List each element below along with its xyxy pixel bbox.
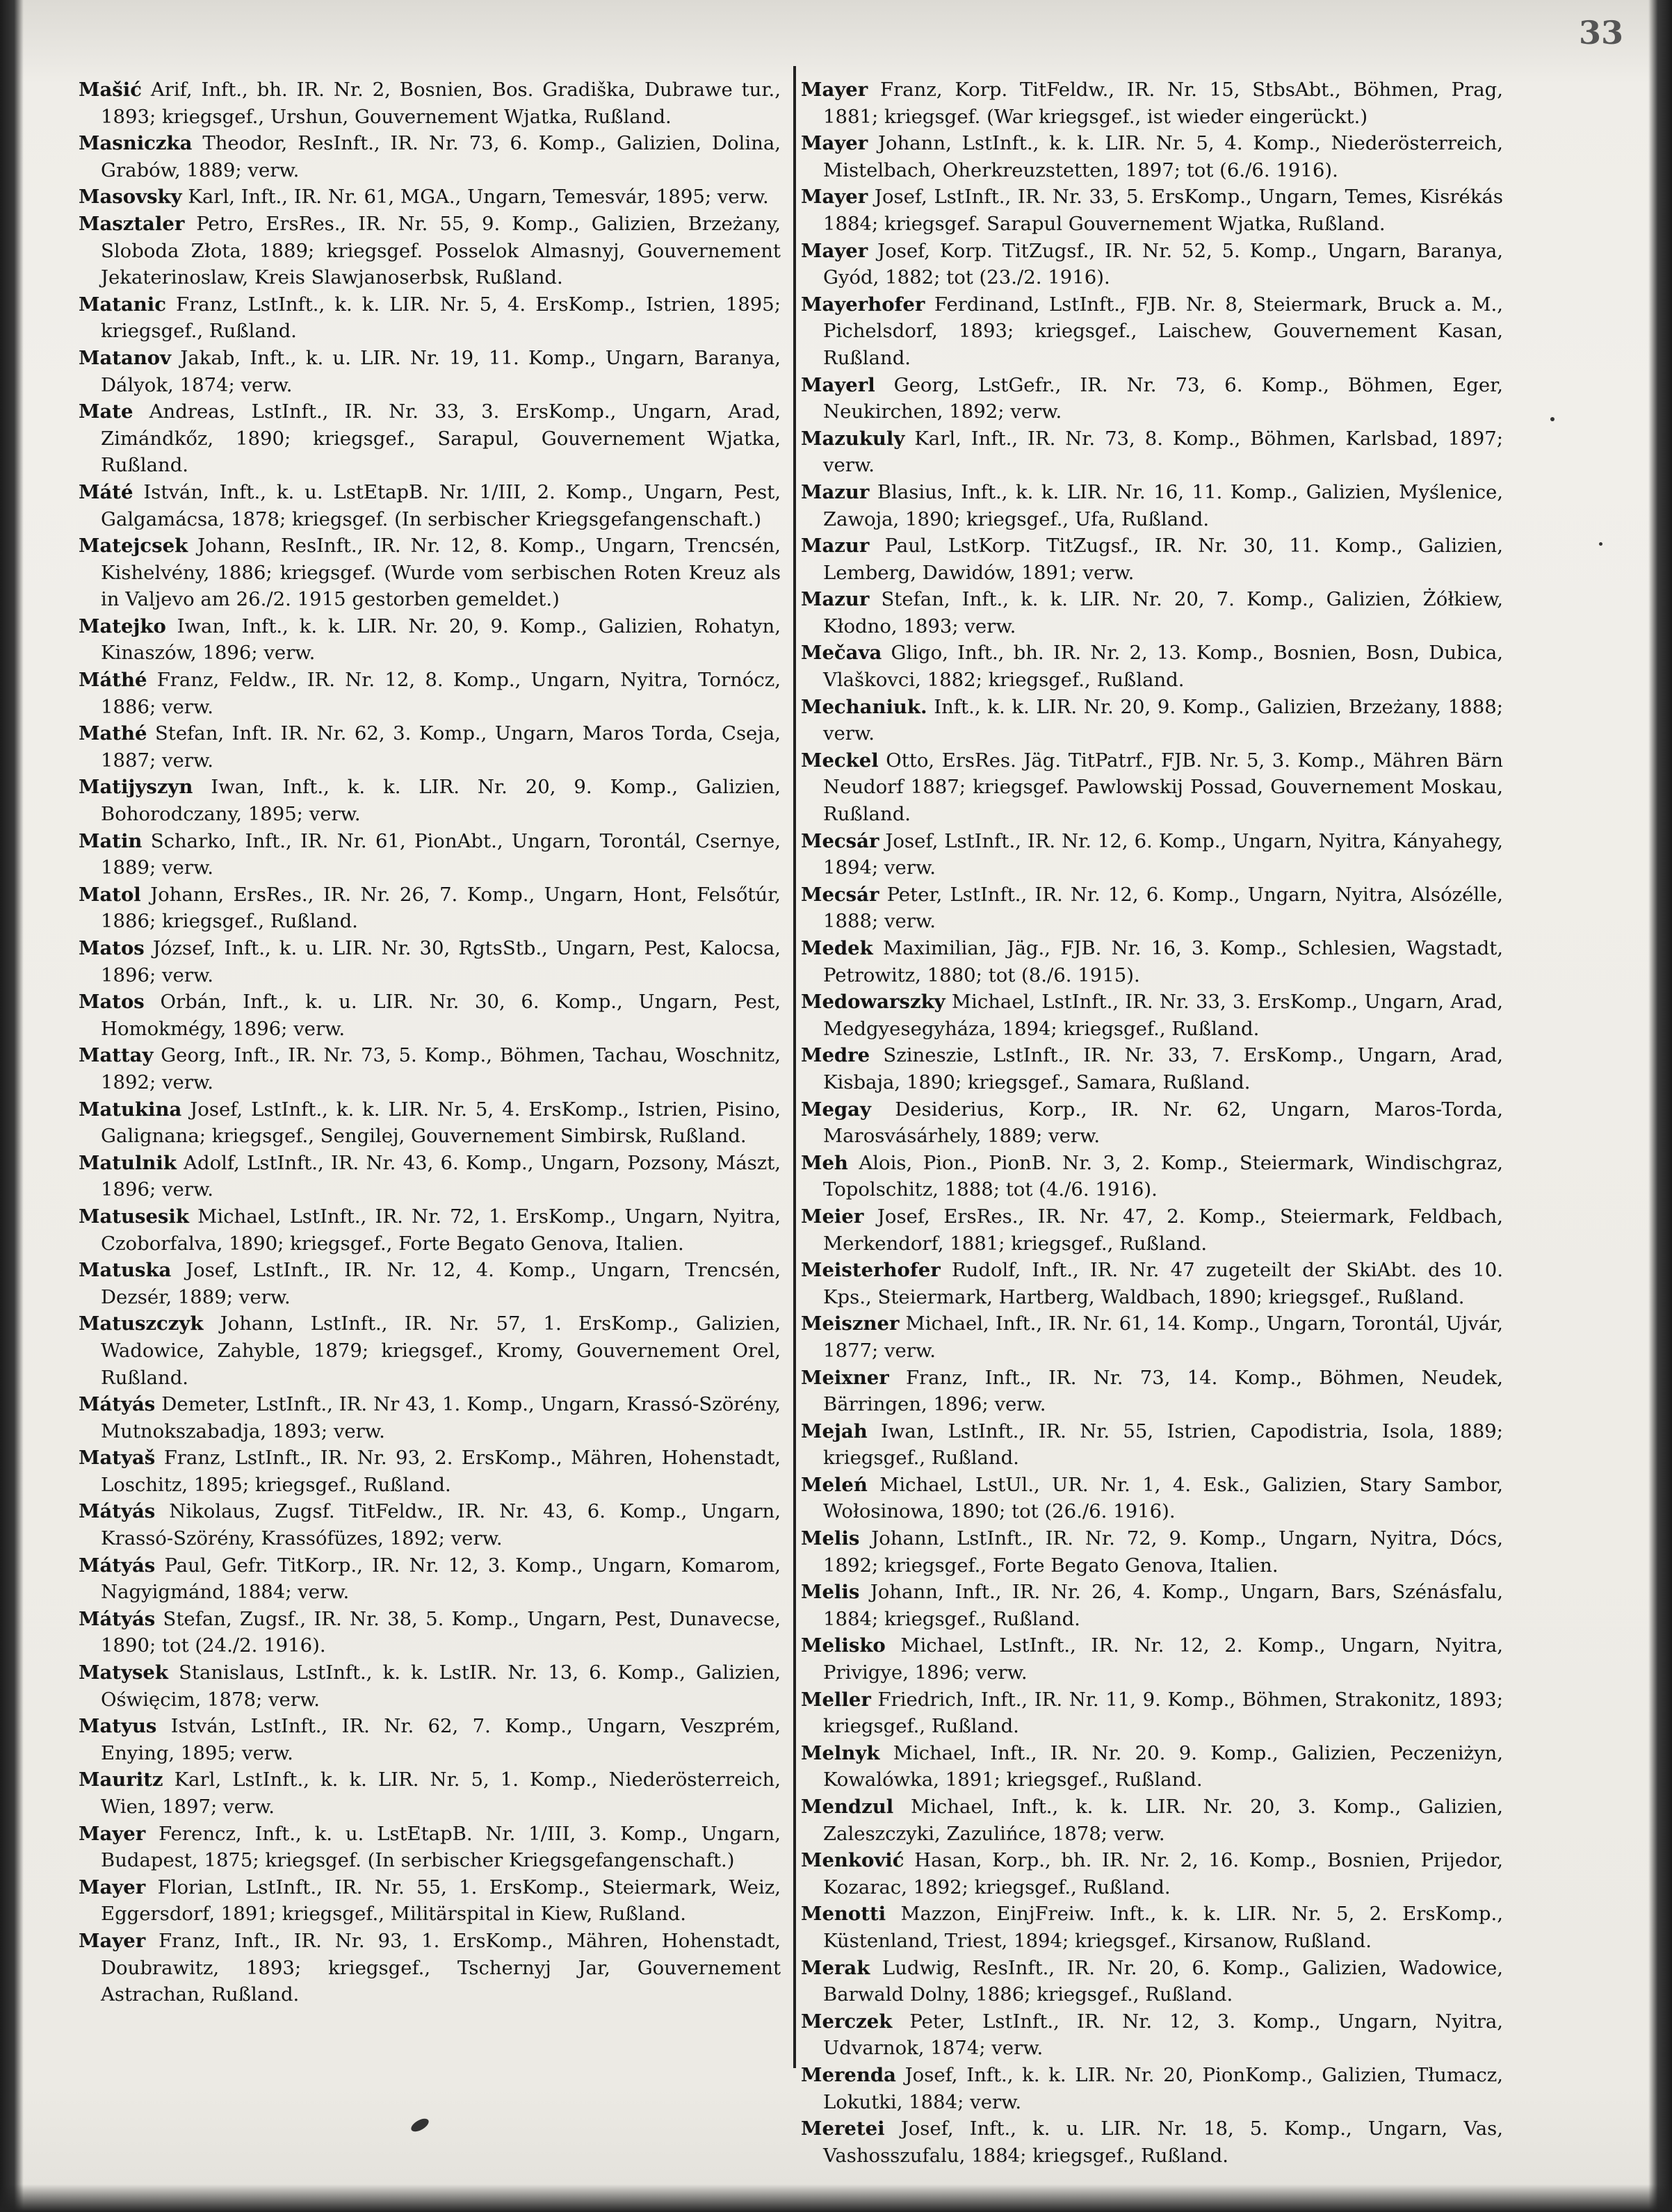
entry-surname: Menotti [801, 1903, 886, 1926]
entry-surname: Mayer [801, 79, 868, 101]
column-divider [793, 66, 796, 2068]
entry-details: Petro, ErsRes., IR. Nr. 55, 9. Komp., Galizien, Brzeżany, Sloboda Złota, 1889; kriegsgef. Posselok Almasnyj, Gouvernement Jekaterinoslaw, Kreis Slawjanoserbsk, Rußland. [101, 212, 781, 289]
directory-entry [801, 1418, 1503, 1472]
entry-surname: Matijyszyn [79, 776, 193, 799]
entry-details: Ferencz, Inft., k. u. LstEtapB. Nr. 1/III, 3. Komp., Ungarn, Budapest, 1875; kriegsgef. (In serbischer Kriegsgefangenschaft.) [101, 1822, 781, 1872]
entry-details: Johann, ResInft., IR. Nr. 12, 8. Komp., Ungarn, Trencsén, Kishelvény, 1886; kriegsgef. (Wurde vom serbischen Roten Kreuz als in Valjevo am 26./2. 1915 gestorben gemeldet.) [101, 535, 781, 611]
entry-details: Maximilian, Jäg., FJB. Nr. 16, 3. Komp., Schlesien, Wagstadt, Petrowitz, 1880; tot (8./6. 1915). [823, 937, 1503, 986]
scan-edge-bottom [0, 2184, 1672, 2212]
entry-details: Michael, Inft., IR. Nr. 20. 9. Komp., Galizien, Peczeniżyn, Kowalówka, 1891; kriegsgef., Rußland. [823, 1741, 1503, 1791]
entry-surname: Meretei [801, 2117, 885, 2140]
entry-details: Josef, LstInft., k. k. LIR. Nr. 5, 4. ErsKomp., Istrien, Pisino, Galignana; kriegsgef., Sengilej, Gouvernement Simbirsk, Rußland. [101, 1098, 781, 1148]
entry-surname: Máté [79, 480, 133, 503]
entry-details: Stefan, Inft., k. k. LIR. Nr. 20, 7. Komp., Galizien, Żółkiew, Kłodno, 1893; verw. [823, 588, 1504, 637]
entry-surname: Matukina [79, 1098, 182, 1121]
entry-details: Ferdinand, LstInft., FJB. Nr. 8, Steiermark, Bruck a. M., Pichelsdorf, 1893; kriegsgef., Laischew, Gouvernement Kasan, Rußland. [823, 293, 1503, 369]
entry-details: Orbán, Inft., k. u. LIR. Nr. 30, 6. Komp., Ungarn, Pest, Homokmégy, 1896; verw. [101, 991, 781, 1040]
entry-details: Michael, LstInft., IR. Nr. 33, 3. ErsKomp., Ungarn, Arad, Medgyesegyháza, 1894; kriegsgef., Rußland. [823, 991, 1503, 1040]
directory-entry [801, 828, 1503, 881]
entry-details: Michael, Inft., IR. Nr. 61, 14. Komp., Ungarn, Torontál, Ujvár, 1877; verw. [823, 1312, 1503, 1362]
entry-details: Demeter, LstInft., IR. Nr 43, 1. Komp., Ungarn, Krassó-Szörény, Mutnokszabadja, 1893; verw. [101, 1393, 781, 1442]
entry-details: Ludwig, ResInft., IR. Nr. 20, 6. Komp., Galizien, Wadowice, Barwald Dolny, 1886; kriegsgef., Rußland. [823, 1956, 1503, 2006]
entry-details: Josef, ErsRes., IR. Nr. 47, 2. Komp., Steiermark, Feldbach, Merkendorf, 1881; kriegsgef., Rußland. [823, 1205, 1503, 1255]
directory-entry [801, 935, 1503, 989]
entry-surname: Mátyás [79, 1554, 156, 1577]
entry-details: Peter, LstInft., IR. Nr. 12, 3. Komp., Ungarn, Nyitra, Udvarnok, 1874; verw. [823, 2010, 1503, 2060]
entry-details: Jakab, Inft., k. u. LIR. Nr. 19, 11. Komp., Ungarn, Baranya, Dályok, 1874; verw. [101, 346, 781, 396]
entry-details: Scharko, Inft., IR. Nr. 61, PionAbt., Ungarn, Torontál, Csernye, 1889; verw. [101, 829, 781, 879]
entry-details: Blasius, Inft., k. k. LIR. Nr. 16, 11. Komp., Galizien, Myślenice, Zawoja, 1890; kriegsgef., Ufa, Rußland. [823, 480, 1503, 530]
entry-details: Franz, Feldw., IR. Nr. 12, 8. Komp., Ungarn, Nyitra, Tornócz, 1886; verw. [101, 669, 781, 718]
directory-entry [801, 1257, 1503, 1310]
directory-entry [801, 640, 1503, 693]
entry-surname: Matanov [79, 346, 172, 369]
directory-entry [79, 1552, 781, 1606]
directory-entry [79, 479, 781, 532]
directory-entry [79, 1821, 781, 1874]
entry-surname: Mazukuly [801, 427, 905, 450]
directory-entry [79, 1310, 781, 1391]
scan-speck [1550, 417, 1555, 421]
directory-entry [79, 1445, 781, 1498]
entry-surname: Meh [801, 1151, 848, 1174]
directory-entry [79, 1713, 781, 1766]
entry-surname: Mathé [79, 722, 147, 745]
directory-entry [79, 935, 781, 989]
entry-details: Johann, LstInft., IR. Nr. 72, 9. Komp., Ungarn, Nyitra, Dócs, 1892; kriegsgef., Forte Begato Genova, Italien. [823, 1527, 1503, 1577]
entry-surname: Medre [801, 1044, 870, 1067]
entry-details: Peter, LstInft., IR. Nr. 12, 6. Komp., Ungarn, Nyitra, Alsózélle, 1888; verw. [823, 883, 1504, 933]
entry-details: Stanislaus, LstInft., k. k. LstIR. Nr. 13, 6. Komp., Galizien, Oświęcim, 1878; verw. [101, 1661, 781, 1711]
directory-entry [79, 1150, 781, 1203]
directory-entry [801, 586, 1503, 640]
entry-surname: Matysek [79, 1661, 168, 1684]
directory-entry [801, 2008, 1503, 2062]
directory-entry [79, 1096, 781, 1150]
entry-surname: Meleń [801, 1473, 868, 1496]
directory-entry [79, 881, 781, 935]
directory-entry [801, 532, 1503, 586]
scan-edge-left [0, 0, 24, 2212]
entry-surname: Masztaler [79, 212, 185, 235]
entry-surname: Mecsár [801, 829, 879, 852]
entry-details: Szineszie, LstInft., IR. Nr. 33, 7. ErsKomp., Ungarn, Arad, Kisbaja, 1890; kriegsgef., Samara, Rußland. [823, 1044, 1503, 1093]
directory-entry [79, 345, 781, 398]
entry-surname: Mauritz [79, 1768, 163, 1791]
entry-details: Josef, LstInft., IR. Nr. 33, 5. ErsKomp., Ungarn, Temes, Kisrékás 1884; kriegsgef. Sarapul Gouvernement Wjatka, Rußland. [823, 186, 1503, 235]
entry-details: József, Inft., k. u. LIR. Nr. 30, RgtsStb., Ungarn, Pest, Kalocsa, 1896; verw. [101, 937, 781, 986]
entry-details: Theodor, ResInft., IR. Nr. 73, 6. Komp., Galizien, Dolina, Grabów, 1889; verw. [101, 132, 781, 181]
entry-surname: Mayer [79, 1876, 146, 1898]
entry-details: Otto, ErsRes. Jäg. TitPatrf., FJB. Nr. 5, 3. Komp., Mähren Bärn Neudorf 1887; kriegsgef. Pawlowskij Possad, Gouvernement Moskau, Rußland. [823, 749, 1503, 826]
entry-surname: Mayerl [801, 373, 875, 396]
directory-entry [801, 1847, 1503, 1901]
entry-surname: Meckel [801, 749, 879, 772]
entry-surname: Melis [801, 1527, 860, 1550]
directory-entry [79, 1766, 781, 1820]
entry-surname: Masniczka [79, 132, 193, 155]
entry-surname: Mayerhofer [801, 293, 925, 316]
entry-surname: Mátyás [79, 1607, 156, 1630]
entry-details: Nikolaus, Zugsf. TitFeldw., IR. Nr. 43, 6. Komp., Ungarn, Krassó-Szörény, Krassófüzes, 1892; verw. [101, 1500, 781, 1550]
entry-surname: Matos [79, 991, 145, 1014]
directory-entry [79, 667, 781, 720]
entry-surname: Mayer [79, 1929, 146, 1952]
entry-details: Karl, Inft., IR. Nr. 73, 8. Komp., Böhmen, Karlsbad, 1897; verw. [823, 427, 1503, 477]
entry-details: Franz, LstInft., k. k. LIR. Nr. 5, 4. ErsKomp., Istrien, 1895; kriegsgef., Rußland. [101, 293, 781, 343]
directory-entry [801, 1901, 1503, 1954]
entry-details: Josef, Inft., k. u. LIR. Nr. 18, 5. Komp., Ungarn, Vas, Vashosszufalu, 1884; kriegsgef., Rußland. [823, 2117, 1503, 2167]
entry-surname: Mayer [79, 1822, 146, 1845]
entry-surname: Mátyás [79, 1500, 156, 1523]
entry-surname: Mayer [801, 186, 868, 209]
entry-surname: Megay [801, 1098, 871, 1121]
entry-details: Franz, Inft., IR. Nr. 73, 14. Komp., Böhmen, Neudek, Bärringen, 1896; verw. [823, 1366, 1503, 1416]
entry-surname: Mecsár [801, 883, 879, 906]
entry-details: Johann, LstInft., k. k. LIR. Nr. 5, 4. Komp., Niederösterreich, Mistelbach, Oherkreuzstetten, 1897; tot (6./6. 1916). [823, 132, 1503, 181]
entry-details: Desiderius, Korp., IR. Nr. 62, Ungarn, Maros-Torda, Marosvásárhely, 1889; verw. [823, 1098, 1503, 1148]
entry-details: Josef, Korp. TitZugsf., IR. Nr. 52, 5. Komp., Ungarn, Baranya, Gyód, 1882; tot (23./2. 1916). [823, 239, 1503, 289]
entry-details: Gligo, Inft., bh. IR. Nr. 2, 13. Komp., Bosnien, Bosn, Dubica, Vlaškovci, 1882; kriegsgef., Rußland. [823, 642, 1503, 692]
directory-entry [79, 398, 781, 479]
entry-details: Iwan, Inft., k. k. LIR. Nr. 20, 9. Komp., Galizien, Rohatyn, Kinaszów, 1896; verw. [101, 615, 781, 665]
entry-surname: Mašić [79, 79, 142, 101]
entry-surname: Merczek [801, 2010, 893, 2033]
directory-entry [801, 1203, 1503, 1257]
page-number: 33 [1578, 14, 1623, 51]
directory-entry [801, 479, 1503, 532]
directory-entry [801, 425, 1503, 479]
entry-surname: Matol [79, 883, 141, 906]
directory-entry [79, 184, 781, 211]
entry-surname: Matulnik [79, 1151, 177, 1174]
directory-entry [801, 1472, 1503, 1525]
entry-details: Paul, Gefr. TitKorp., IR. Nr. 12, 3. Komp., Ungarn, Komarom, Nagyigmánd, 1884; verw. [101, 1554, 781, 1604]
directory-entry [801, 184, 1503, 237]
entry-surname: Merenda [801, 2063, 896, 2086]
directory-entry [801, 1042, 1503, 1096]
directory-entry [801, 1150, 1503, 1203]
entry-surname: Mendzul [801, 1796, 894, 1818]
entry-details: Arif, Inft., bh. IR. Nr. 2, Bosnien, Bos. Gradiška, Dubrawe tur., 1893; kriegsgef., Urshun, Gouvernement Wjatka, Rußland. [101, 79, 781, 128]
entry-details: Josef, Inft., k. k. LIR. Nr. 20, PionKomp., Galizien, Tłumacz, Lokutki, 1884; verw. [823, 2063, 1503, 2113]
directory-entry [79, 989, 781, 1042]
left-column [79, 76, 781, 2008]
entry-details: Andreas, LstInft., IR. Nr. 33, 3. ErsKomp., Ungarn, Arad, Zimándkőz, 1890; kriegsgef., Sarapul, Gouvernement Wjatka, Rußland. [101, 400, 781, 477]
entry-surname: Mazur [801, 588, 870, 611]
entry-details: Karl, LstInft., k. k. LIR. Nr. 5, 1. Komp., Niederösterreich, Wien, 1897; verw. [101, 1768, 781, 1818]
entry-surname: Medek [801, 937, 873, 959]
entry-details: Franz, Korp. TitFeldw., IR. Nr. 15, StbsAbt., Böhmen, Prag, 1881; kriegsgef. (War kriegsgef., ist wieder eingerückt.) [823, 79, 1504, 128]
entry-surname: Meiszner [801, 1312, 900, 1335]
directory-entry [801, 1096, 1503, 1150]
entry-surname: Mechaniuk. [801, 695, 927, 718]
entry-surname: Meisterhofer [801, 1259, 941, 1282]
directory-entry [801, 1579, 1503, 1632]
directory-entry [801, 130, 1503, 184]
entry-surname: Mattay [79, 1044, 154, 1067]
entry-details: Iwan, Inft., k. k. LIR. Nr. 20, 9. Komp., Galizien, Bohorodczany, 1895; verw. [101, 776, 781, 826]
entry-surname: Meier [801, 1205, 864, 1228]
entry-details: Franz, Inft., IR. Nr. 93, 1. ErsKomp., Mähren, Hohenstadt, Doubrawitz, 1893; kriegsgef., Tschernyj Jar, Gouvernement Astrachan, Rußland. [101, 1929, 781, 2006]
entry-surname: Mayer [801, 239, 868, 262]
entry-surname: Mazur [801, 535, 870, 558]
directory-entry [801, 1794, 1503, 1847]
directory-entry [79, 613, 781, 667]
entry-surname: Mátyás [79, 1393, 156, 1416]
entry-details: Josef, LstInft., IR. Nr. 12, 6. Komp., Ungarn, Nyitra, Kányahegy, 1894; verw. [823, 829, 1503, 879]
entry-details: Rudolf, Inft., IR. Nr. 47 zugeteilt der SkiAbt. des 10. Kps., Steiermark, Hartberg, Waldbach, 1890; kriegsgef., Rußland. [823, 1259, 1503, 1308]
entry-details: István, Inft., k. u. LstEtapB. Nr. 1/III, 2. Komp., Ungarn, Pest, Galgamácsa, 1878; kriegsgef. (In serbischer Kriegsgefangenschaft.) [101, 480, 781, 530]
entry-surname: Meixner [801, 1366, 889, 1389]
entry-details: Florian, LstInft., IR. Nr. 55, 1. ErsKomp., Steiermark, Weiz, Eggersdorf, 1891; kriegsgef., Militärspital in Kiew, Rußland. [101, 1876, 781, 1926]
entry-details: Johann, ErsRes., IR. Nr. 26, 7. Komp., Ungarn, Hont, Felsőtúr, 1886; kriegsgef., Rußland. [101, 883, 781, 933]
directory-entry [79, 130, 781, 184]
directory-entry [79, 1928, 781, 2008]
entry-surname: Matejcsek [79, 535, 188, 558]
directory-entry [801, 1365, 1503, 1418]
entry-surname: Mayer [801, 132, 868, 155]
directory-entry [801, 291, 1503, 372]
right-column [801, 76, 1503, 2169]
entry-surname: Máthé [79, 669, 147, 692]
entry-details: Michael, Inft., k. k. LIR. Nr. 20, 3. Komp., Galizien, Zaleszczyki, Zazulińce, 1878; verw. [823, 1796, 1503, 1845]
entry-surname: Melis [801, 1581, 860, 1604]
entry-surname: Matyus [79, 1715, 157, 1738]
directory-entry [79, 211, 781, 291]
entry-details: Stefan, Zugsf., IR. Nr. 38, 5. Komp., Ungarn, Pest, Dunavecse, 1890; tot (24./2. 1916). [101, 1607, 781, 1657]
scan-edge-right [1648, 0, 1672, 2212]
directory-entry [79, 828, 781, 881]
entry-details: Michael, LstInft., IR. Nr. 12, 2. Komp., Ungarn, Nyitra, Privigye, 1896; verw. [823, 1634, 1503, 1684]
directory-entry [801, 694, 1503, 747]
directory-entry [79, 1203, 781, 1257]
scan-speck [409, 2116, 430, 2134]
entry-details: Inft., k. k. LIR. Nr. 20, 9. Komp., Galizien, Brzeżany, 1888; verw. [823, 695, 1504, 745]
directory-entry [79, 76, 781, 130]
directory-entry [801, 1955, 1503, 2008]
directory-entry [801, 372, 1503, 425]
entry-details: Michael, LstInft., IR. Nr. 72, 1. ErsKomp., Ungarn, Nyitra, Czoborfalva, 1890; kriegsgef., Forte Begato Genova, Italien. [101, 1205, 781, 1255]
entry-details: Johann, LstInft., IR. Nr. 57, 1. ErsKomp., Galizien, Wadowice, Zahyble, 1879; kriegsgef., Kromy, Gouvernement Orel, Rußland. [101, 1312, 781, 1389]
entry-surname: Merak [801, 1956, 870, 1979]
directory-entry [79, 1659, 781, 1713]
entry-surname: Melisko [801, 1634, 886, 1657]
directory-entry [79, 1257, 781, 1310]
entry-surname: Masovsky [79, 186, 182, 209]
directory-entry [79, 1042, 781, 1096]
directory-entry [79, 291, 781, 345]
entry-surname: Mečava [801, 642, 882, 665]
directory-entry [801, 1525, 1503, 1579]
entry-details: Iwan, LstInft., IR. Nr. 55, Istrien, Capodistria, Isola, 1889; kriegsgef., Rußland. [823, 1420, 1503, 1470]
entry-details: Stefan, Inft. IR. Nr. 62, 3. Komp., Ungarn, Maros Torda, Cseja, 1887; verw. [101, 722, 781, 772]
entry-surname: Matuszczyk [79, 1312, 204, 1335]
directory-entry [801, 2115, 1503, 2169]
directory-entry [801, 747, 1503, 828]
entry-surname: Matejko [79, 615, 166, 637]
entry-surname: Matyaš [79, 1447, 156, 1470]
entry-details: Georg, LstGefr., IR. Nr. 73, 6. Komp., Böhmen, Eger, Neukirchen, 1892; verw. [823, 373, 1503, 423]
entry-details: Adolf, LstInft., IR. Nr. 43, 6. Komp., Ungarn, Pozsony, Mászt, 1896; verw. [101, 1151, 781, 1201]
entry-details: Paul, LstKorp. TitZugsf., IR. Nr. 30, 11. Komp., Galizien, Lemberg, Dawidów, 1891; verw. [823, 535, 1503, 584]
directory-entry [79, 774, 781, 827]
entry-surname: Menković [801, 1849, 904, 1872]
entry-details: Josef, LstInft., IR. Nr. 12, 4. Komp., Ungarn, Trencsén, Dezsér, 1889; verw. [101, 1259, 781, 1308]
entry-details: Franz, LstInft., IR. Nr. 93, 2. ErsKomp., Mähren, Hohenstadt, Loschitz, 1895; kriegsgef., Rußland. [101, 1447, 781, 1496]
entry-details: Karl, Inft., IR. Nr. 61, MGA., Ungarn, Temesvár, 1895; verw. [188, 186, 769, 209]
entry-surname: Matuska [79, 1259, 172, 1282]
entry-surname: Mate [79, 400, 133, 423]
directory-entry [79, 720, 781, 774]
entry-surname: Meller [801, 1688, 871, 1711]
entry-surname: Matusesik [79, 1205, 189, 1228]
directory-entry [79, 1606, 781, 1659]
entry-surname: Mazur [801, 480, 870, 503]
entry-surname: Medowarszky [801, 991, 945, 1014]
entry-details: Alois, Pion., PionB. Nr. 3, 2. Komp., Steiermark, Windischgraz, Topolschitz, 1888; tot (4./6. 1916). [823, 1151, 1503, 1201]
entry-surname: Matin [79, 829, 143, 852]
directory-entry [801, 1740, 1503, 1794]
entry-surname: Melnyk [801, 1741, 880, 1764]
directory-entry [79, 1874, 781, 1928]
directory-entry [801, 1686, 1503, 1740]
entry-details: Hasan, Korp., bh. IR. Nr. 2, 16. Komp., Bosnien, Prijedor, Kozarac, 1892; kriegsgef., Rußland. [823, 1849, 1503, 1898]
entry-surname: Matanic [79, 293, 166, 316]
directory-entry [801, 76, 1503, 130]
directory-entry [79, 1391, 781, 1445]
directory-entry [79, 532, 781, 613]
directory-entry [801, 238, 1503, 291]
entry-surname: Matos [79, 937, 145, 959]
directory-entry [801, 989, 1503, 1042]
directory-entry [79, 1498, 781, 1552]
directory-entry [801, 2062, 1503, 2115]
directory-entry [801, 881, 1503, 935]
scan-speck [1599, 542, 1602, 546]
entry-details: Johann, Inft., IR. Nr. 26, 4. Komp., Ungarn, Bars, Szénásfalu, 1884; kriegsgef., Rußland. [823, 1581, 1503, 1630]
directory-entry [801, 1310, 1503, 1364]
entry-details: Friedrich, Inft., IR. Nr. 11, 9. Komp., Böhmen, Strakonitz, 1893; kriegsgef., Rußland. [823, 1688, 1503, 1738]
entry-details: Mazzon, EinjFreiw. Inft., k. k. LIR. Nr. 5, 2. ErsKomp., Küstenland, Triest, 1894; kriegsgef., Kirsanow, Rußland. [823, 1903, 1503, 1952]
entry-details: Michael, LstUl., UR. Nr. 1, 4. Esk., Galizien, Stary Sambor, Wołosinowa, 1890; tot (26./6. 1916). [823, 1473, 1503, 1523]
entry-surname: Mejah [801, 1420, 868, 1442]
entry-details: Georg, Inft., IR. Nr. 73, 5. Komp., Böhmen, Tachau, Woschnitz, 1892; verw. [101, 1044, 781, 1093]
entry-details: István, LstInft., IR. Nr. 62, 7. Komp., Ungarn, Veszprém, Enying, 1895; verw. [101, 1715, 781, 1764]
directory-entry [801, 1632, 1503, 1686]
